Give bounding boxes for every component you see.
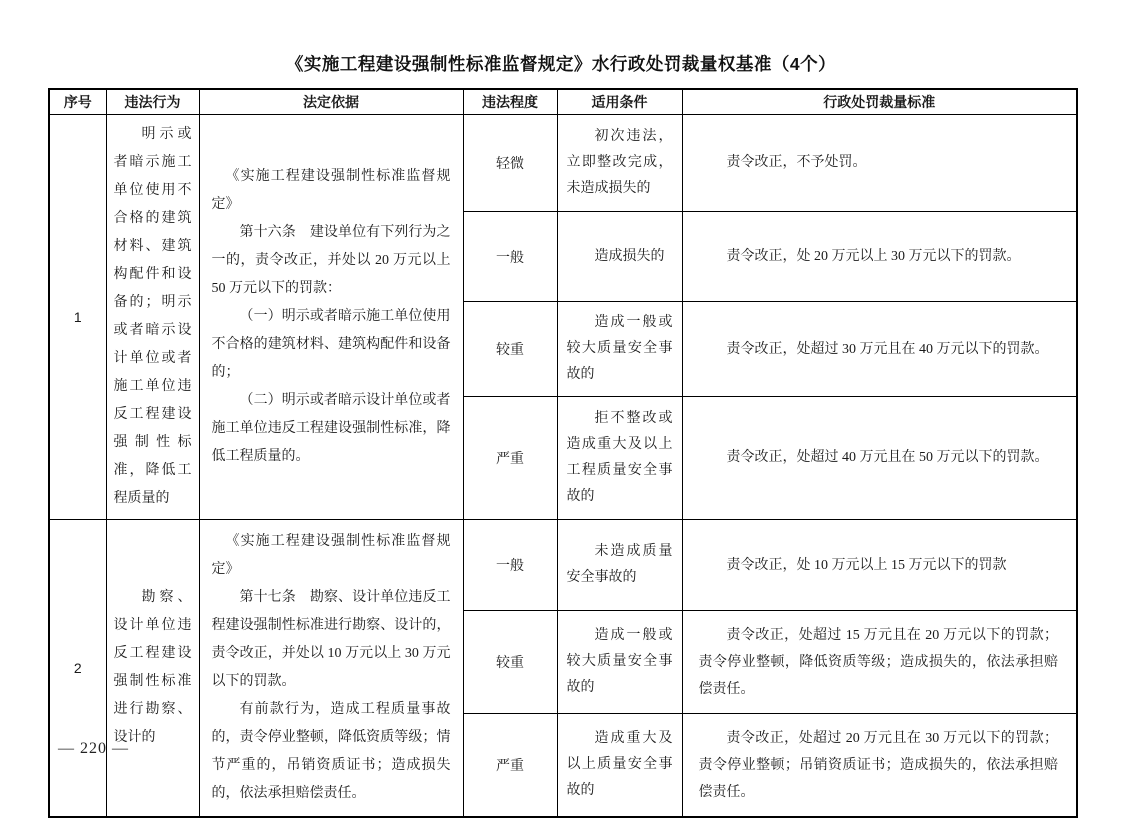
penalty-text: 责令改正，处超过 15 万元且在 20 万元以下的罚款；责令停业整顿，降低资质等级；造成损失的，依法承担赔偿责任。 xyxy=(698,627,1058,697)
serial-number-cell: 1 xyxy=(49,115,106,520)
condition-cell xyxy=(557,211,682,301)
legal-basis-paragraph: 《实施工程建设强制性标准监督规定》 xyxy=(211,169,451,212)
condition-cell xyxy=(557,611,682,714)
legal-basis-paragraph: 第十六条 建设单位有下列行为之一的，责令改正，并处以 20 万元以上 50 万元以下的罚款： xyxy=(211,225,451,296)
legal-basis-paragraph: 第十七条 勘察、设计单位违反工程建设强制性标准进行勘察、设计的，责令改正，并处以 10 万元以上 30 万元以下的罚款。 xyxy=(211,590,451,689)
serial-number-cell: 2 xyxy=(49,520,106,818)
penalty-text: 责令改正，处超过 20 万元且在 30 万元以下的罚款；责令停业整顿；吊销资质证书；造成损失的，依法承担赔偿责任。 xyxy=(698,730,1058,800)
penalty-cell xyxy=(682,396,1077,519)
legal-basis-cell xyxy=(199,520,463,818)
condition-text: 造成重大及以上质量安全事故的 xyxy=(566,731,673,799)
degree-cell: 严重 xyxy=(463,714,557,817)
degree-cell: 一般 xyxy=(463,520,557,611)
degree-cell: 较重 xyxy=(463,302,557,397)
illegal-act-cell xyxy=(106,520,199,818)
condition-cell xyxy=(557,396,682,519)
degree-cell: 严重 xyxy=(463,396,557,519)
penalty-cell xyxy=(682,211,1077,301)
header-serial-number: 序号 xyxy=(49,89,106,115)
legal-basis-paragraph: （一）明示或者暗示施工单位使用不合格的建筑材料、建筑构配件和设备的； xyxy=(211,309,451,380)
legal-basis-paragraph: 有前款行为，造成工程质量事故的，责令停业整顿，降低资质等级；情节严重的，吊销资质证书；造成损失的，依法承担赔偿责任。 xyxy=(211,702,451,801)
penalty-text: 责令改正，处 20 万元以上 30 万元以下的罚款。 xyxy=(726,249,1021,265)
penalty-text: 责令改正，处 10 万元以上 15 万元以下的罚款 xyxy=(726,557,1007,573)
degree-cell: 较重 xyxy=(463,611,557,714)
legal-basis-cell xyxy=(199,115,463,520)
header-applicable-condition: 适用条件 xyxy=(557,89,682,115)
legal-basis-paragraph: 《实施工程建设强制性标准监督规定》 xyxy=(211,534,451,577)
page-title: 《实施工程建设强制性标准监督规定》水行政处罚裁量权基准（4个） xyxy=(285,54,837,74)
degree-cell: 一般 xyxy=(463,211,557,301)
condition-text: 造成一般或较大质量安全事故的 xyxy=(566,315,673,383)
table-row xyxy=(49,520,1077,611)
penalty-cell xyxy=(682,714,1077,817)
illegal-act-text: 勘察、设计单位违反工程建设强制性标准进行勘察、设计的 xyxy=(113,590,192,745)
penalty-text: 责令改正，处超过 30 万元且在 40 万元以下的罚款。 xyxy=(726,341,1049,357)
table-row xyxy=(49,115,1077,212)
penalty-cell xyxy=(682,520,1077,611)
illegal-act-text: 明示或者暗示施工单位使用不合格的建筑材料、建筑构配件和设备的；明示或者暗示设计单位或者施工单位违反工程建设强制性标准，降低工程质量的 xyxy=(113,127,192,506)
degree-cell: 轻微 xyxy=(463,115,557,212)
header-penalty-standard: 行政处罚裁量标准 xyxy=(682,89,1077,115)
condition-cell xyxy=(557,714,682,817)
condition-cell xyxy=(557,520,682,611)
penalty-text: 责令改正，不予处罚。 xyxy=(726,155,867,171)
condition-text: 未造成质量安全事故的 xyxy=(566,544,673,586)
header-violation-degree: 违法程度 xyxy=(463,89,557,115)
penalty-cell xyxy=(682,302,1077,397)
legal-basis-paragraph: （二）明示或者暗示设计单位或者施工单位违反工程建设强制性标准，降低工程质量的。 xyxy=(211,393,451,464)
condition-cell xyxy=(557,115,682,212)
condition-text: 造成损失的 xyxy=(594,248,665,264)
illegal-act-cell xyxy=(106,115,199,520)
condition-cell xyxy=(557,302,682,397)
penalty-text: 责令改正，处超过 40 万元且在 50 万元以下的罚款。 xyxy=(726,450,1049,466)
penalty-cell xyxy=(682,611,1077,714)
page-number: — 220 — xyxy=(58,740,129,757)
header-legal-basis: 法定依据 xyxy=(199,89,463,115)
condition-text: 初次违法，立即整改完成，未造成损失的 xyxy=(566,128,673,196)
header-illegal-act: 违法行为 xyxy=(106,89,199,115)
header-row xyxy=(49,89,1077,115)
penalty-cell xyxy=(682,115,1077,212)
condition-text: 造成一般或较大质量安全事故的 xyxy=(566,628,673,696)
condition-text: 拒不整改或造成重大及以上工程质量安全事故的 xyxy=(566,410,673,504)
penalty-standards-table xyxy=(48,88,1078,818)
